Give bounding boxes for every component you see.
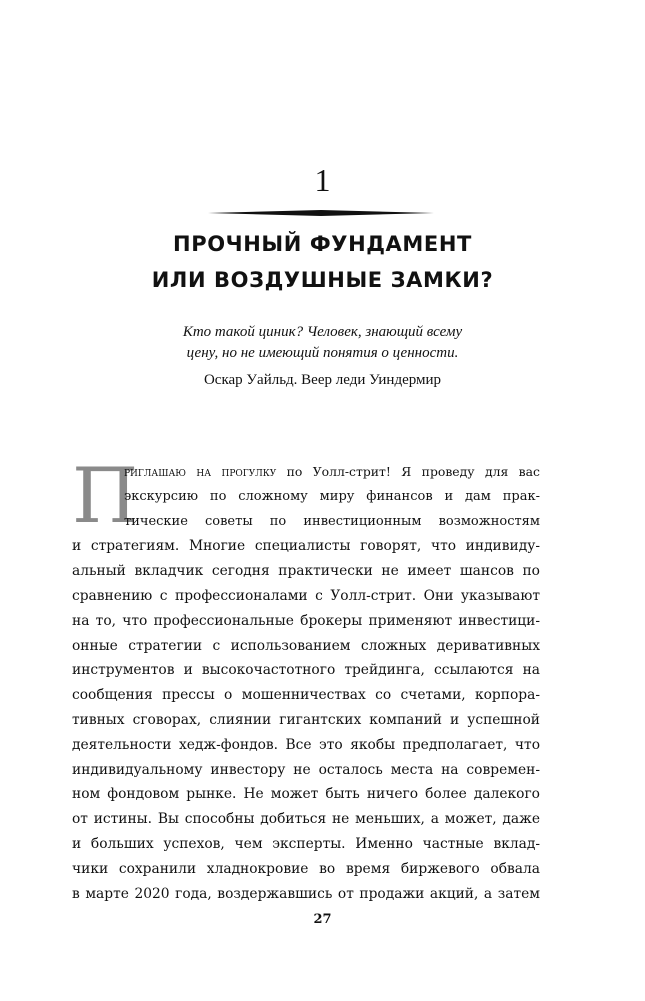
epigraph-quote-line: Кто такой циник? Человек, знающий всему <box>182 324 463 340</box>
epigraph-quote <box>0 322 645 364</box>
body-line: тические советы по инвестиционным возможностям <box>124 513 540 529</box>
body-line <box>72 460 540 485</box>
body-line: и стратегиям. Многие специалисты говорят, что индивиду- <box>72 538 540 555</box>
body-line: альный вкладчик сегодня практически не имеет шансов по <box>72 563 540 580</box>
body-line: индивидуальному инвестору не осталось места на современ- <box>72 761 540 778</box>
body-line: сравнению с профессионалами с Уолл-стрит. Они указывают <box>72 587 540 604</box>
body-line: инструментов и высокочастотного трейдинга, ссылаются на <box>72 662 540 679</box>
body-line: экскурсию по сложному миру финансов и дам прак- <box>124 488 540 504</box>
body-line: тивных сговорах, слиянии гигантских компаний и успешной <box>72 711 540 728</box>
opening-line-rest: по Уолл-стрит! Я проведу для вас <box>276 464 540 479</box>
epigraph-attribution: Оскар Уайльд. Веер леди Уиндермир <box>203 372 442 388</box>
epigraph <box>0 322 645 391</box>
body-line: в марте 2020 года, воздержавшись от продажи акций, а затем <box>72 885 540 902</box>
chapter-title <box>0 226 645 298</box>
body-line: на то, что профессиональные брокеры применяют инвестици- <box>72 612 540 629</box>
opening-smallcaps: риглашаю на прогулку <box>124 464 277 479</box>
drop-cap-letter: П <box>72 451 139 540</box>
body-line: от истины. Вы способны добиться не меньших, а может, даже <box>72 811 540 828</box>
page-number: 27 <box>313 912 332 927</box>
body-paragraph <box>72 451 540 906</box>
chapter-number: 1 <box>314 162 331 198</box>
body-line: сообщения прессы о мошенничествах со счетами, корпора- <box>72 687 540 704</box>
body-line: онные стратегии с использованием сложных деривативных <box>72 637 540 654</box>
body-line: ном фондовом рынке. Не может быть ничего более далекого <box>72 786 540 803</box>
body-line: чики сохранили хладнокровие во время биржевого обвала <box>72 860 540 877</box>
body-line: деятельности хедж-фондов. Все это якобы предполагает, что <box>72 736 540 753</box>
chapter-divider-rule <box>208 205 434 221</box>
epigraph-quote-line: цену, но не имеющий понятия о ценности. <box>186 345 459 361</box>
body-line: и больших успехов, чем эксперты. Именно частные вклад- <box>72 835 540 852</box>
chapter-title-line: ИЛИ ВОЗДУШНЫЕ ЗАМКИ? <box>151 268 494 292</box>
chapter-divider-shape <box>208 210 434 216</box>
chapter-title-line: ПРОЧНЫЙ ФУНДАМЕНТ <box>173 232 472 256</box>
